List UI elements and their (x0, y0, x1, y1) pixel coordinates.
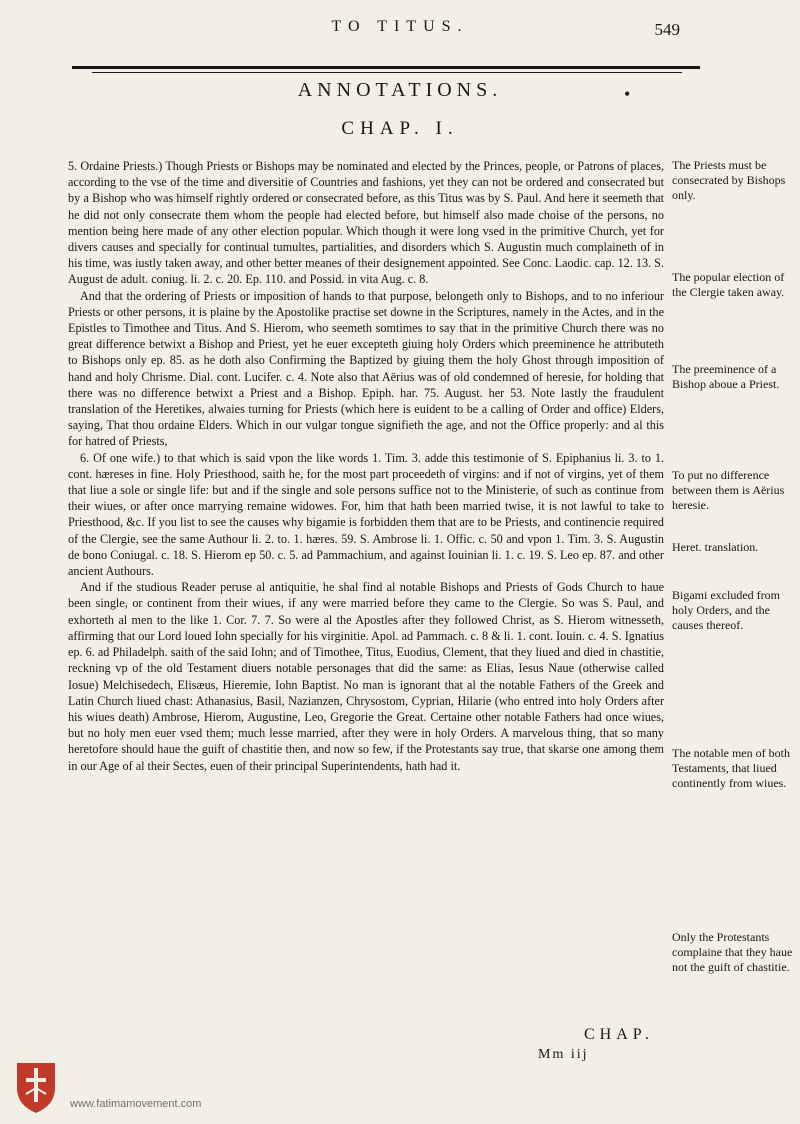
margin-note: The Priests must be consecrated by Bishops only. (672, 158, 786, 202)
page-number: 549 (654, 20, 680, 39)
ornament-dot: • (624, 84, 631, 104)
next-chapter-catchword: CHAP. (584, 1026, 654, 1043)
chapter-title: CHAP. I. (341, 118, 459, 139)
section-title: ANNOTATIONS. (297, 79, 503, 101)
signature-mark: Mm iij (538, 1047, 589, 1062)
paragraph-ordaine-priests: 5. Ordaine Priests.) Though Priests or Bishops may be nominated and elected by the Princes, people, or Patrons of places, according to the vse of the time and diversitie of Countries and fashions, yet they can not be ordered and consecrated but by a Bishop who was himself rightly ordered or consecrated before, as this Titus was by S. Paul. And here it seemeth that he did not only consecrate them whom the people had elected before, but himself also made choise of the persons, no mention being here made of any other election popular. Which though it were long vsed in the primitive Church, yet for divers causes and specially for continual tumultes, partialities, and disorders which S. Augustin much complaineth of in his time, was iustly taken away, and other better meanes of their designement appointed. See Conc. Laodic. cap. 12. 13. S. August de adult. coniug. li. 2. c. 20. Ep. 110. and Possid. in vita Aug. c. 8. (68, 159, 664, 287)
footer-url[interactable]: www.fatimamovement.com (70, 1098, 202, 1110)
fatima-shield-logo (12, 1058, 60, 1116)
margin-note: Bigami excluded from holy Orders, and the causes thereof. (672, 588, 780, 632)
margin-note: The preeminence of a Bishop aboue a Priest. (672, 362, 780, 391)
header-rule-thin (92, 72, 682, 73)
margin-note: Only the Protestants complaine that they haue not the guift of chastitie. (672, 930, 793, 974)
margin-note: The popular election of the Clergie taken away. (672, 270, 785, 299)
paragraph-one-wife: 6. Of one wife.) to that which is said vpon the like words 1. Tim. 3. adde this testimonie of S. Epiphanius li. 3. to 1. cont. hæreses in fine. Holy Priesthood, saith he, for the most part proceedeth of virgins: and if not of virgins, yet of them that liue a sole or single life: but and if the single and sole persons suffice not to the Ministerie, of such as continue from their wiues, or after once marrying remaine widowes. For, him that hath been married twise, it is not lawful to take to Priesthood, &c. If you list to see the causes why bigamie is forbidden them that are to be Priests, and continencie required of the Clergie, see the same Authour li. 2. to. 1. hæres. 59. S. Ambrose li. 1. Offic. c. 50 and vpon 1. Tim. 3. S. Augustin de bono Coniugal. c. 18. S. Hierom ep 50. c. 5. ad Pammachium, and against Iouinian li. 1. c. 19. S. Leo ep. 87. and other ancient Authours. (68, 450, 664, 579)
annotation-body (68, 158, 664, 774)
running-head: TO TITUS. (331, 18, 469, 35)
margin-note: To put no difference between them is Aërius heresie. (672, 468, 785, 512)
header-rule (72, 66, 700, 69)
margin-note: The notable men of both Testaments, that liued continently from wiues. (672, 746, 790, 790)
paragraph-ordering-priests: And that the ordering of Priests or imposition of hands to that purpose, belongeth only to Bishops, and to no inferiour Priests or other persons, it is plaine by the Apostolike practise set downe in the Scriptures, namely in the Actes, and in the Epistles to Timothee and Titus. And S. Hierom, who seemeth somtimes to say that in the primitive Church there was no great difference betwixt a Bishop and Priest, yet he euer excepteth giuing holy Orders which preeminence he attributeth to Bishops only ep. 85. as he doth also Confirming the Baptized by giuing them the holy Ghost through imposition of hand and holy Chrisme. Dial. cont. Lucifer. c. 4. Note also that Aërius was of old condemned of heresie, for holding that there was no difference betwixt a Priest and a Bishop. Epiph. har. 75. August. her 53. Note lastly the fraudulent translation of the Heretikes, alwaies turning for Priests (which here is euident to be a calling of Order and office) Elders, saying, That thou ordaine Elders. Which in our vulgar tongue signifieth the age, and not the Office properly: and al this for hatred of Priests, (68, 288, 664, 449)
paragraph-antiquitie: And if the studious Reader peruse al antiquitie, he shal find al notable Bishops and Priests of Gods Church to haue been single, or continent from their wiues, if any were married before they came to the Clergie. So was S. Paul, and exhorteth al men to the like 1. Cor. 7. 7. So were al the Apostles after they followed Christ, as S. Hierom witnesseth, affirming that our Lord loued Iohn specially for his virginitie. Apol. ad Pammach. c. 8 & li. 1. cont. Iouin. c. 4. S. Ignatius ep. 6. ad Philadelph. saith of the said Iohn; and of Timothee, Titus, Euodius, Clement, that they liued and died in chastitie, reckning vp of the old Testament diuers notable personages that did the same: as Elias, Iesus Naue (otherwise called Iosue) Melchisedech, Elisæus, Hieremie, Iohn Baptist. No man is ignorant that al the notable Fathers of the Greek and Latin Church liued chast: Athanasius, Basil, Nazianzen, Chrysostom, Cyprian, Hilarie (who entred into holy Orders after his wiues death) Ambrose, Hierom, Augustine, Leo, Gregorie the Great. Certaine other notable Fathers had once wiues, but no holy men euer vsed them; much lesse married, after they were in holy Orders. A marvelous thing, that so many heretofore should haue the guift of chastitie then, and now so few, if the Protestants say true, that skarse one among them in our Age of al their Sectes, euen of their principal Superintendents, hath had it. (68, 580, 664, 773)
margin-note: Heret. translation. (672, 540, 759, 554)
